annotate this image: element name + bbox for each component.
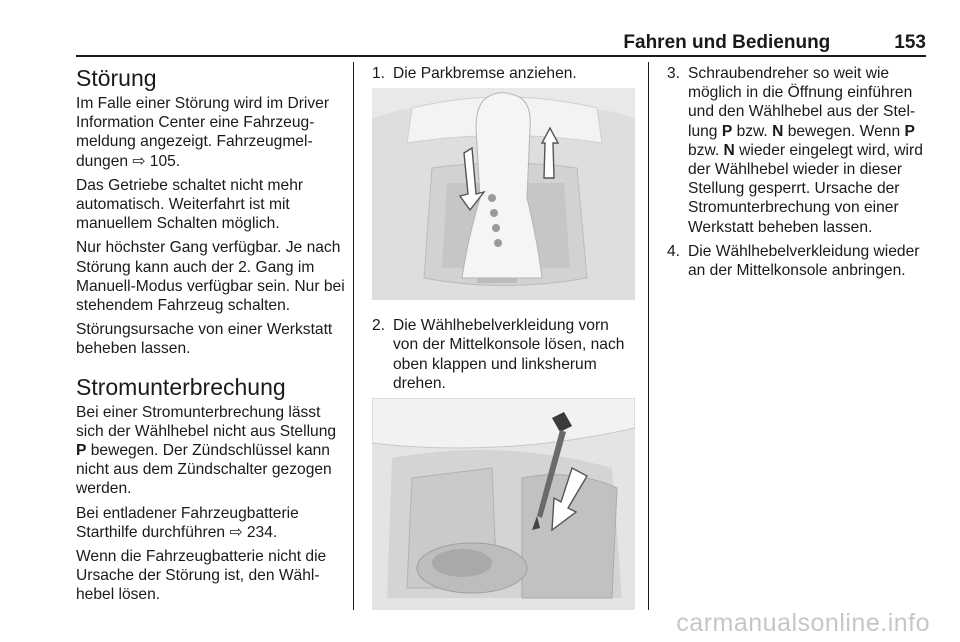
paragraph-6: Bei entladener Fahrzeugbatterie Starthilfe durchführen ⇨ 234. (76, 504, 299, 541)
step-4: 4. Die Wählhebelverkleidung wieder an der Mittelkonsole anbringen. (667, 242, 920, 280)
watermark: carmanualsonline.info (676, 609, 930, 637)
right-column (667, 64, 927, 285)
paragraph-7: Wenn die Fahrzeugbatterie nicht die Ursache der Störung ist, den Wähl-hebel lösen. (76, 548, 327, 604)
step-2: 2. Die Wählhebelverkleidung vorn von der Mittelkonsole lösen, nach oben klappen und linksherum drehen. (372, 317, 625, 392)
reference-arrow-icon: ⇨ (229, 523, 243, 541)
header-rule (76, 55, 926, 57)
column-divider-1 (353, 62, 354, 610)
reference-arrow-icon: ⇨ (132, 152, 146, 170)
paragraph-3: Nur höchster Gang verfügbar. Je nach Störung kann auch der 2. Gang im Manuell-Modus verfügbar sein. Nur bei stehendem Fahrzeug schalten. (76, 239, 345, 315)
paragraph-2: Das Getriebe schaltet nicht mehr automatisch. Weiterfahrt ist mit manuellem Schalten möglich. (76, 176, 304, 233)
paragraph-1: Im Falle einer Störung wird im Driver Information Center eine Fahrzeug-meldung angezeigt. Fahrzeugmel-dungen ⇨ 105. (76, 95, 330, 170)
heading-stromunterbrechung: Stromunterbrechung (76, 373, 286, 400)
step-1: 1. Die Parkbremse anziehen. (372, 65, 577, 82)
left-column (76, 64, 348, 610)
figure-selector-lever (372, 88, 635, 300)
column-divider-2 (648, 62, 649, 610)
heading-stoerung: Störung (76, 65, 157, 91)
figure-screwdriver (372, 398, 635, 610)
paragraph-4: Störungsursache von einer Werkstatt beheben lassen. (76, 321, 333, 358)
page-number: 153 (894, 32, 926, 53)
page-header (76, 26, 926, 54)
step-3: 3. Schraubendreher so weit wie möglich in die Öffnung einführen und den Wählhebel aus der Stel-lung P bzw. N bewegen. Wenn P bzw. N wieder eingelegt wird, wird der Wählhebel wieder in dieser Stellung gesperrt. Ursache der Stromunterbrechung von einer Werkstatt beheben lassen. (667, 65, 923, 236)
paragraph-5: Bei einer Stromunterbrechung lässt sich der Wählhebel nicht aus Stellung P bewegen. Der Zündschlüssel kann nicht aus dem Zündschalter gezogen werden. (76, 403, 337, 498)
section-title: Fahren und Bedienung (623, 32, 831, 53)
screwdriver-illustration (372, 398, 635, 610)
middle-column (372, 64, 634, 610)
gear-selector-illustration (372, 88, 635, 300)
